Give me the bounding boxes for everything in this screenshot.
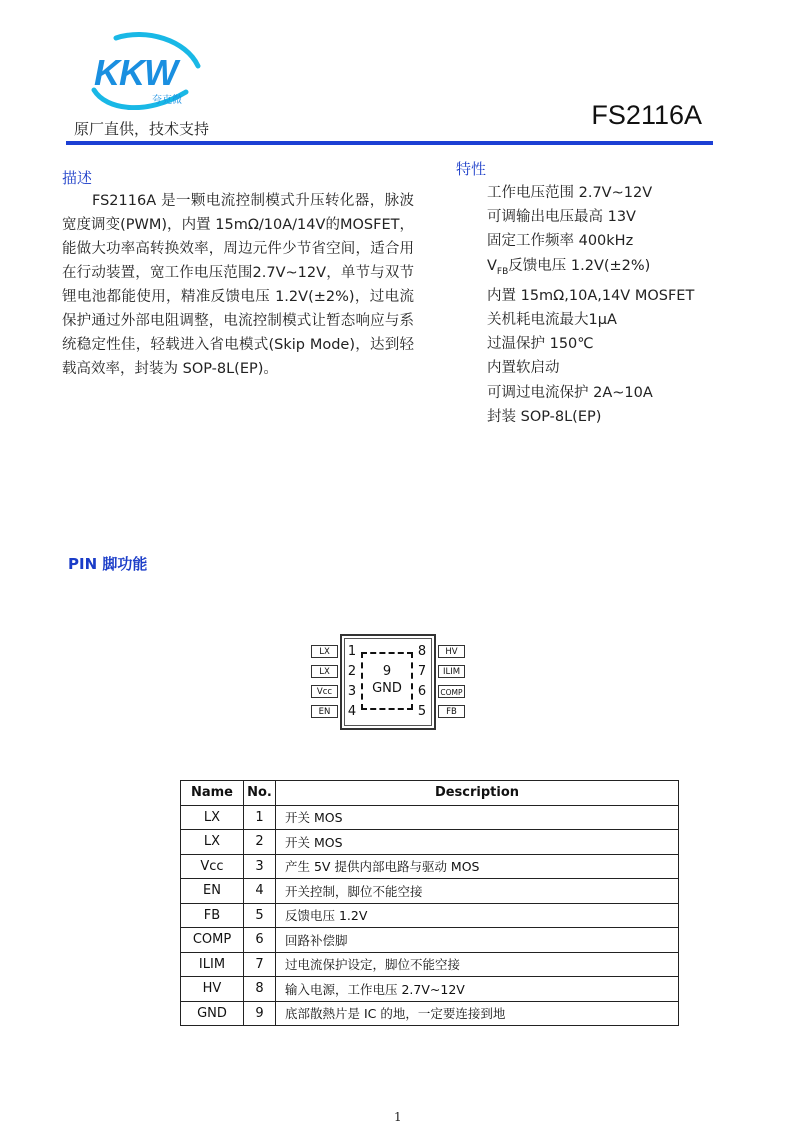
feature-item: 工作电压范围 2.7V~12V [487,185,653,201]
table-row [181,952,679,977]
feature-item: 内置 15mΩ,10A,14V MOSFET [487,287,695,304]
tagline: 原厂直供，技术支持 [74,120,210,138]
cell-description: 开关 MOS [276,830,679,855]
table-header-row [181,781,679,806]
cell-name: LX [181,805,244,830]
features-title: 特性 [456,160,487,178]
features-list [487,181,694,429]
cell-no: 8 [244,977,276,1002]
header-description: Description [276,781,679,806]
cell-no: 2 [244,830,276,855]
part-number: FS2116A [591,100,702,130]
pad-number: 9 [382,664,392,679]
description-text: FS2116A 是一颗电流控制模式升压转化器，脉波宽度调变(PWM)，内置 15mΩ/10A/14V的MOSFET，能做大功率高转换效率，周边元件少节省空间，适合用在行动装置，宽工作电压范围2.7V~12V，单节与双节锂电池都能使用，精准反馈电压 1.2V(±2%)，过电流保护通过外部电阻调整，电流控制模式让暂态响应与系统稳定性佳，轻载进入省电模式(Skip Mode)，达到轻载高效率，封装为 SOP-8L(EP)。 [62,193,414,377]
table-row [181,805,679,830]
vfb-subscript: FB [496,266,509,277]
cell-name: GND [181,1001,244,1026]
vfb-text: 反馈电压 1.2V(±2%) [508,257,651,274]
table-row [181,928,679,953]
cell-name: Vcc [181,854,244,879]
cell-name: EN [181,879,244,904]
cell-no: 5 [244,903,276,928]
table-row [181,977,679,1002]
feature-item-vfb [487,254,694,284]
cell-description: 产生 5V 提供内部电路与驱动 MOS [276,854,679,879]
cell-name: ILIM [181,952,244,977]
pad-label: GND [372,681,402,696]
cell-description: 输入电源，工作电压 2.7V~12V [276,977,679,1002]
pin-label-right-5: FB [438,705,465,718]
pin-number-left-2: 2 [347,664,357,679]
table-row [181,879,679,904]
pin-label-left-1: LX [311,645,338,658]
cell-name: COMP [181,928,244,953]
feature-item: 固定工作频率 400kHz [487,233,634,250]
cell-no: 1 [244,805,276,830]
header-no: No. [244,781,276,806]
pin-number-right-6: 6 [417,684,427,699]
cell-description: 开关控制，脚位不能空接 [276,879,679,904]
cell-description: 过电流保护设定，脚位不能空接 [276,952,679,977]
pin-label-left-3: Vcc [311,685,338,698]
pin-label-left-2: LX [311,665,338,678]
pin-number-left-1: 1 [347,644,357,659]
page-number: 1 [394,1110,402,1124]
cell-name: LX [181,830,244,855]
feature-item: 关机耗电流最大1μA [487,311,617,328]
pin-function-table [180,780,679,1026]
logo-text: KKW [94,52,177,93]
cell-no: 6 [244,928,276,953]
cell-description: 开关 MOS [276,805,679,830]
vfb-symbol: V [487,257,497,274]
feature-item: 可调过电流保护 2A~10A [487,384,653,401]
table-row [181,830,679,855]
pin-label-right-7: ILIM [438,665,465,678]
cell-no: 7 [244,952,276,977]
pin-number-right-7: 7 [417,664,427,679]
pin-label-right-6: COMP [438,685,465,698]
cell-description: 回路补偿脚 [276,928,679,953]
logo-subtitle: 夸克微 [152,95,182,106]
header-name: Name [181,781,244,806]
description-title: 描述 [62,169,93,187]
cell-no: 9 [244,1001,276,1026]
table-row [181,903,679,928]
pin-section-title: PIN 脚功能 [68,555,148,573]
cell-name: HV [181,977,244,1002]
pin-number-left-4: 4 [347,704,357,719]
pin-number-left-3: 3 [347,684,357,699]
cell-no: 4 [244,879,276,904]
feature-item: 可调输出电压最高 13V [487,209,636,226]
pin-number-right-5: 5 [417,704,427,719]
cell-description: 反馈电压 1.2V [276,903,679,928]
feature-item: 过温保护 150℃ [487,336,594,353]
cell-name: FB [181,903,244,928]
feature-item: 内置软启动 [487,360,560,377]
pin-number-right-8: 8 [417,644,427,659]
header-divider [66,141,713,145]
cell-no: 3 [244,854,276,879]
pin-label-left-4: EN [311,705,338,718]
feature-item: 封装 SOP-8L(EP) [487,408,602,425]
table-row [181,854,679,879]
description-body [62,189,414,381]
cell-description: 底部散熱片是 IC 的地，一定要连接到地 [276,1001,679,1026]
table-row [181,1001,679,1026]
pin-label-right-8: HV [438,645,465,658]
